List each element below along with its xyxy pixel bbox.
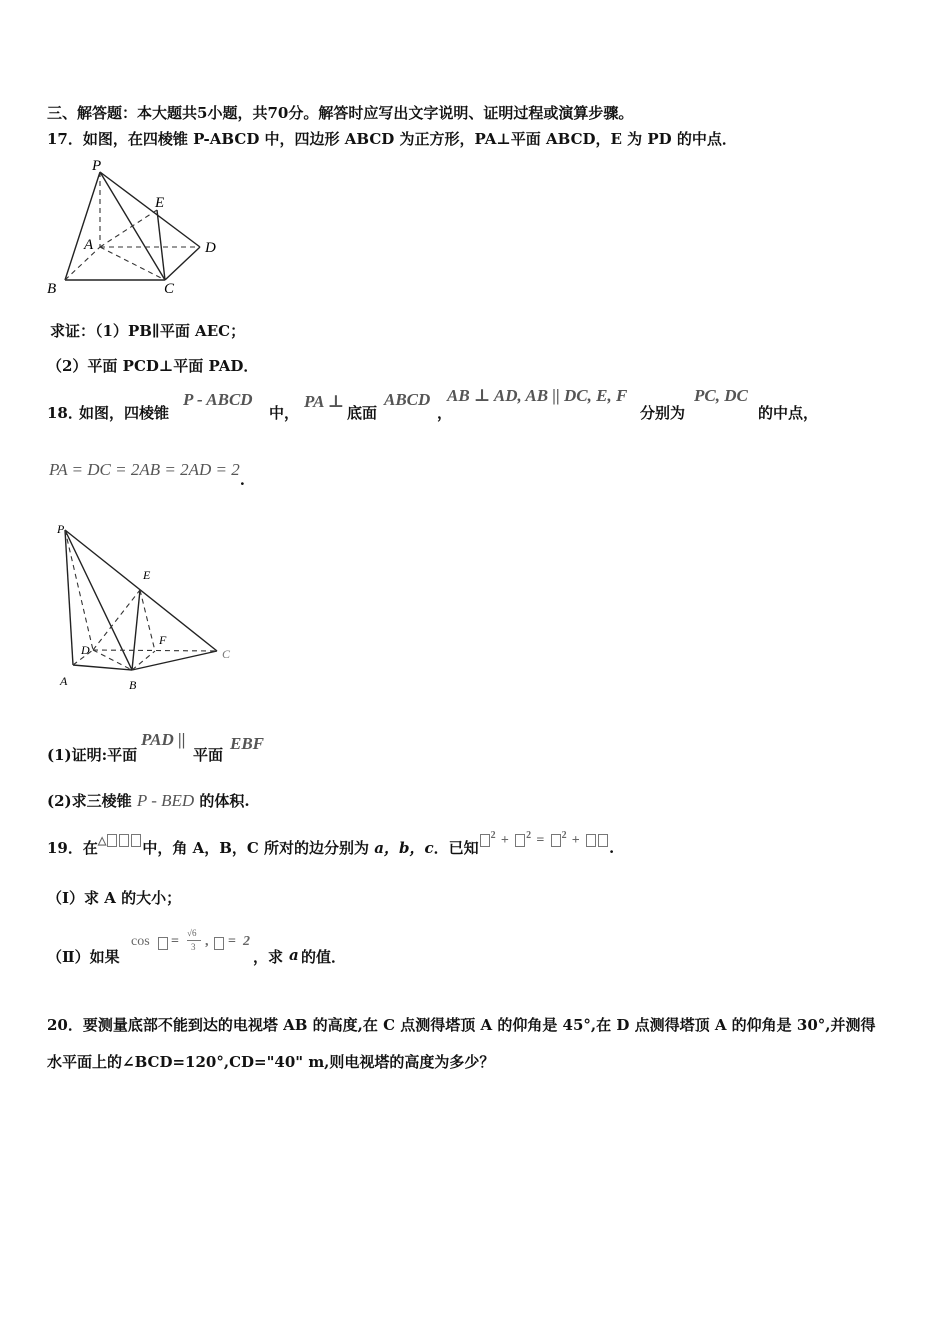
edge-cd	[165, 247, 200, 280]
q18-equation-line	[49, 460, 245, 489]
q19-sq: 2	[490, 830, 496, 841]
q19-part2: （Ⅱ）如果 cos = √6 3 , = 2 ，求 a 的值．	[47, 928, 347, 966]
edge-pd	[100, 172, 200, 247]
q19-equals: =	[536, 833, 545, 848]
q18-t1: 如图，四棱锥	[79, 404, 170, 422]
q19-triangle: △	[97, 835, 107, 847]
q18-part2-b: 的体积.	[199, 792, 250, 810]
q18-part1-m1: PAD ||	[141, 730, 186, 749]
edge-de	[93, 590, 140, 650]
q19-fraction-bar	[187, 940, 201, 941]
q20-line2: 水平面上的∠BCD=120°,CD="40" m,则电视塔的高度为多少？	[47, 1053, 495, 1071]
label-c: C	[164, 281, 175, 297]
q19-equals: =	[171, 934, 179, 949]
q17-number: 17．	[47, 130, 83, 148]
label-e: E	[143, 568, 151, 582]
q19-part2-b: ，求	[253, 948, 284, 966]
label-b: B	[47, 281, 57, 297]
q19-box	[480, 834, 490, 847]
q19-t1: 在	[82, 839, 98, 857]
q19-part2-c: 的值．	[301, 948, 347, 966]
edge-dc	[93, 650, 217, 651]
q19-box	[131, 834, 141, 847]
q19-box	[107, 834, 117, 847]
q19-vars: a，b，c	[374, 839, 434, 857]
q19-box	[158, 937, 168, 950]
section-header: 三、解答题：本大题共5小题，共70分。解答时应写出文字说明、证明过程或演算步骤。	[47, 104, 634, 122]
label-b: B	[129, 678, 137, 692]
label-e: E	[155, 195, 165, 211]
label-f: F	[159, 633, 167, 647]
q19-part2-a: （Ⅱ）如果	[47, 948, 120, 966]
label-c: C	[222, 647, 231, 661]
q18-number: 18．	[47, 404, 83, 422]
q18-stem-line	[47, 386, 927, 422]
q19-box	[598, 834, 608, 847]
label-p: P	[57, 522, 65, 536]
edge-eb	[132, 590, 140, 670]
q19-equals: =	[228, 934, 236, 949]
q18-figure	[45, 515, 250, 700]
q18-m2: PA ⊥	[304, 392, 345, 411]
edge-ab	[73, 665, 132, 670]
edge-bc	[132, 651, 217, 670]
q18-m1: P - ABCD	[183, 390, 253, 409]
q18-t5: 分别为	[640, 404, 686, 422]
q19-denominator: 3	[191, 942, 196, 952]
q19-box	[214, 937, 224, 950]
q19-plus: +	[571, 833, 580, 848]
q19-box	[515, 834, 525, 847]
edge-pb	[65, 530, 132, 670]
q19-box	[586, 834, 596, 847]
q20-line1	[47, 1014, 876, 1035]
q18-t4: ，	[437, 404, 453, 422]
q19-end: .	[609, 839, 615, 857]
edge-ae	[100, 210, 157, 247]
q20-text1: 要测量底部不能到达的电视塔 AB 的高度,在 C 点测得塔顶 A 的仰角是 45°,在 D 点测得塔顶 A 的仰角是 30°,并测得	[82, 1016, 876, 1034]
q17-stem: 如图，在四棱锥 P-ABCD 中，四边形 ABCD 为正方形，PA⊥平面 ABCD，E 为 PD 的中点．	[82, 130, 737, 148]
label-d: D	[81, 643, 90, 657]
q18-part2-a: (2)求三棱锥	[47, 792, 132, 810]
q18-m4: AB ⊥ AD, AB || DC, E, F	[447, 386, 628, 405]
q19-part1: （Ⅰ）求 A 的大小；	[47, 889, 182, 907]
q19-stem-line	[47, 830, 615, 858]
q19-box	[551, 834, 561, 847]
q17-part1: 求证：（1）PB∥平面 AEC；	[50, 322, 246, 340]
edge-pb	[65, 172, 100, 280]
q18-t2: 中，	[269, 404, 300, 422]
q18-part2-m: P - BED	[136, 791, 195, 810]
q18-t3: 底面	[347, 404, 378, 422]
label-p: P	[92, 158, 102, 174]
q19-number: 19．	[47, 839, 83, 857]
q18-t6: 的中点，	[758, 404, 819, 422]
q18-part1	[47, 728, 447, 762]
label-d: D	[205, 240, 216, 256]
q18-m5: PC, DC	[694, 386, 748, 405]
label-a: A	[60, 674, 68, 688]
q18-part2	[47, 790, 250, 811]
q20-number: 20．	[47, 1016, 83, 1034]
q19-sqrt6: √6	[187, 928, 197, 938]
edge-pc	[65, 530, 217, 651]
edge-pa	[65, 530, 73, 665]
q17-figure	[40, 152, 240, 302]
q19-sq: 2	[561, 830, 567, 841]
q17-stem-line	[47, 128, 737, 149]
q19-sq: 2	[526, 830, 532, 841]
q19-box	[119, 834, 129, 847]
q18-eq: PA = DC = 2AB = 2AD = 2	[49, 460, 240, 479]
q18-part1-b: 平面	[193, 746, 224, 764]
q18-m3: ABCD	[384, 390, 431, 409]
q18-part1-m2: EBF	[230, 734, 265, 753]
label-a: A	[84, 237, 94, 253]
q19-plus: +	[500, 833, 509, 848]
q19-cos: cos	[131, 934, 150, 949]
q17-part2: （2）平面 PCD⊥平面 PAD．	[47, 357, 259, 375]
q19-part2-var: a	[289, 946, 299, 964]
q19-two: 2	[243, 934, 250, 949]
q19-t3: ．已知	[433, 839, 479, 857]
q18-part1-a: (1)证明:平面	[47, 746, 138, 764]
q19-t2: 中，角 A，B，C 所对的边分别为	[142, 839, 370, 857]
q18-eq-end: .	[239, 471, 245, 489]
